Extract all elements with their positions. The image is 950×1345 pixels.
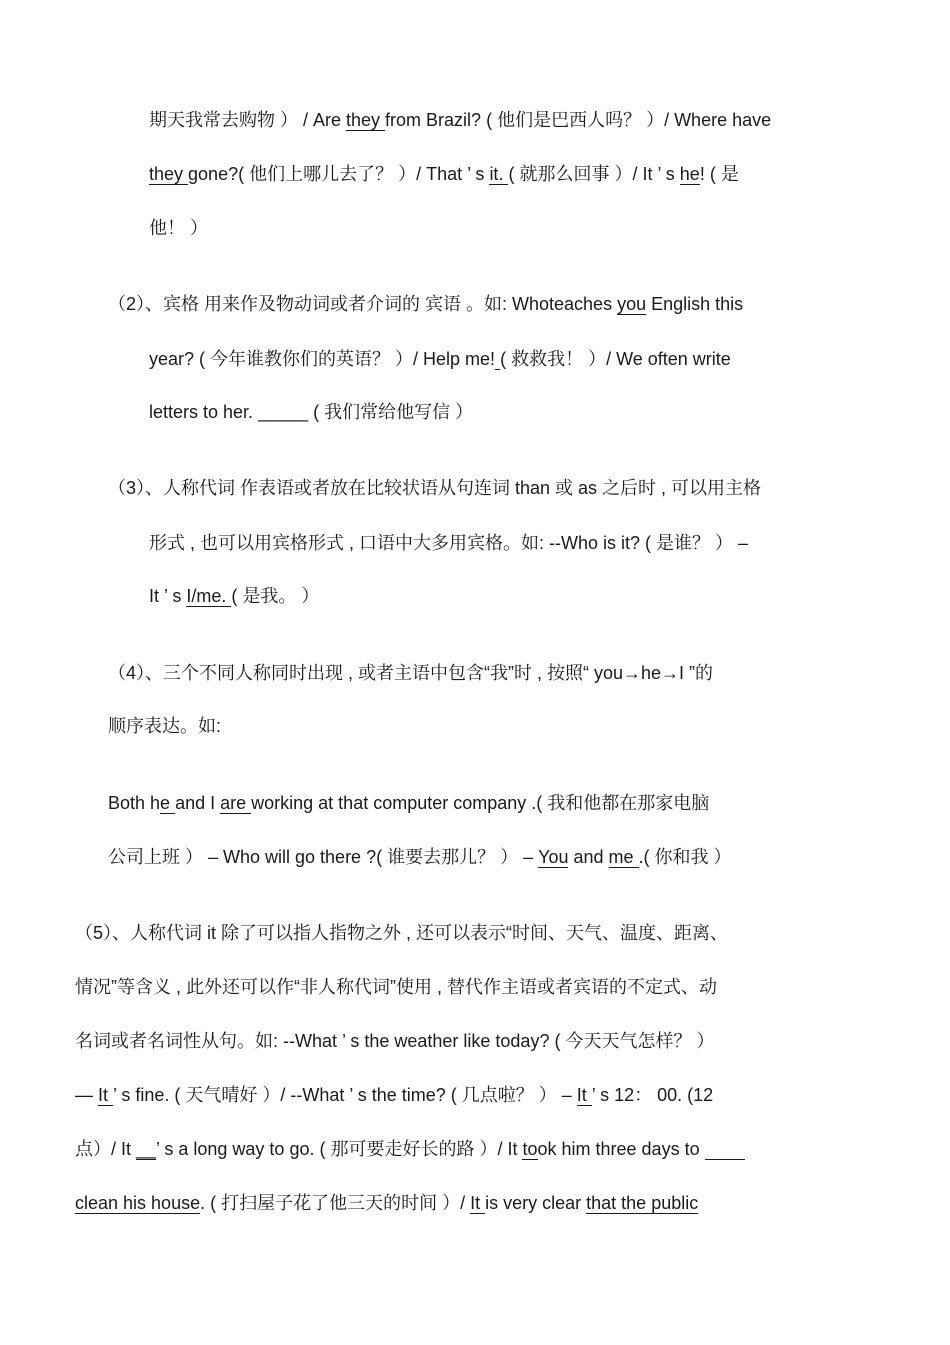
text: — [75, 1085, 99, 1105]
text: 点）/ It [75, 1139, 137, 1159]
answer-blank: __ [136, 1139, 157, 1159]
text: （2）、宾格 用来作及物动词或者介词的 宾语 。如: Whoteaches [108, 294, 618, 314]
text: ! ( 是 [699, 164, 739, 184]
text: and [568, 847, 609, 867]
line-06 [149, 401, 473, 423]
text: English this [646, 294, 744, 314]
line-10 [108, 662, 713, 684]
text: 期天我常去购物 ） / Are [149, 110, 347, 130]
line-04 [108, 293, 743, 315]
text: Both h [108, 793, 161, 813]
line-15 [75, 976, 717, 998]
text: letters to her. [149, 402, 259, 422]
line-03 [149, 217, 208, 239]
answer-blank: that the public [586, 1193, 699, 1213]
line-05 [149, 348, 731, 370]
answer-blank: he [679, 164, 700, 184]
line-17 [75, 1084, 713, 1106]
answer-blank: are [220, 793, 252, 813]
answer-blank: It [470, 1193, 486, 1213]
answer-blank [705, 1139, 745, 1160]
answer-blank: me [608, 847, 639, 867]
text: 他！ ） [149, 218, 209, 238]
line-01 [149, 109, 771, 131]
text: 情况”等含义 , 此外还可以作“非人称代词”使用 , 替代作主语或者宾语的不定式、动 [75, 977, 717, 997]
text: ’ s a long way to go. ( 那可要走好长的路 ）/ It [156, 1139, 523, 1159]
text: ( 是我。 ） [231, 586, 320, 606]
line-19 [75, 1192, 698, 1214]
text: 公司上班 ） – Who will go there ?( 谁要去那儿？ ） – [108, 847, 539, 867]
text: It ’ s [149, 586, 187, 606]
answer-blank: You [538, 847, 569, 867]
text: is very clear [485, 1193, 587, 1213]
line-08 [149, 532, 748, 554]
text: ’ s fine. ( 天气晴好 ）/ --What ’ s the time? ( 几点啦？ ） – [113, 1085, 577, 1105]
text: 名词或者名词性从句。如: --What ’ s the weather like today? ( 今天天气怎样？ ） [75, 1031, 715, 1051]
answer-blank: it. [489, 164, 509, 184]
text: ( 救救我！ ）/ We often write [500, 349, 731, 369]
answer-blank: I/me. [186, 586, 232, 606]
text: year? ( 今年谁教你们的英语？ ）/ Help me! [149, 349, 496, 369]
text: ( 我们常给他写信 ） [308, 402, 474, 422]
text: 形式 , 也可以用宾格形式 , 口语中大多用宾格。如: --Who is it? ( 是谁？ ） – [149, 533, 749, 553]
answer-blank: It [576, 1085, 592, 1105]
text: and I [175, 793, 221, 813]
answer-blank: they [149, 164, 189, 184]
text: （5）、人称代词 it 除了可以指人指物之外 , 还可以表示“时间、天气、温度、距离、 [75, 923, 729, 943]
line-07 [108, 477, 761, 499]
text: ok him three days to [537, 1139, 705, 1159]
line-09 [149, 585, 319, 607]
line-02 [149, 163, 739, 185]
text: ( 就那么回事 ）/ It ’ s [508, 164, 680, 184]
answer-blank: e [160, 793, 176, 813]
text: from Brazil? ( 他们是巴西人吗？ ）/ Where have [385, 110, 772, 130]
answer-blank: to [522, 1139, 538, 1159]
text: working at that computer company .( 我和他都在那家电脑 [251, 793, 710, 813]
text: 顺序表达。如: [108, 716, 222, 736]
line-18 [75, 1138, 745, 1160]
answer-blank: clean his house [75, 1193, 201, 1213]
text: ’ s 12： 00. (12 [591, 1085, 714, 1105]
answer-blank: _____ [258, 402, 309, 422]
text: .( 你和我 ） [638, 847, 732, 867]
line-14 [75, 922, 728, 944]
line-13 [108, 846, 732, 868]
answer-blank: they [346, 110, 386, 130]
text: （4）、三个不同人称同时出现 , 或者主语中包含“我”时 , 按照“ you→he→I ”的 [108, 663, 714, 683]
text: （3）、人称代词 作表语或者放在比较状语从句连词 than 或 as 之后时 , 可以用主格 [108, 478, 762, 498]
line-16 [75, 1030, 714, 1052]
answer-blank: you [617, 294, 647, 314]
line-11 [108, 715, 221, 737]
line-12 [108, 792, 709, 814]
answer-blank: It [98, 1085, 114, 1105]
text: gone?( 他们上哪儿去了？ ）/ That ’ s [188, 164, 490, 184]
text: . ( 打扫屋子花了他三天的时间 ）/ [200, 1193, 471, 1213]
